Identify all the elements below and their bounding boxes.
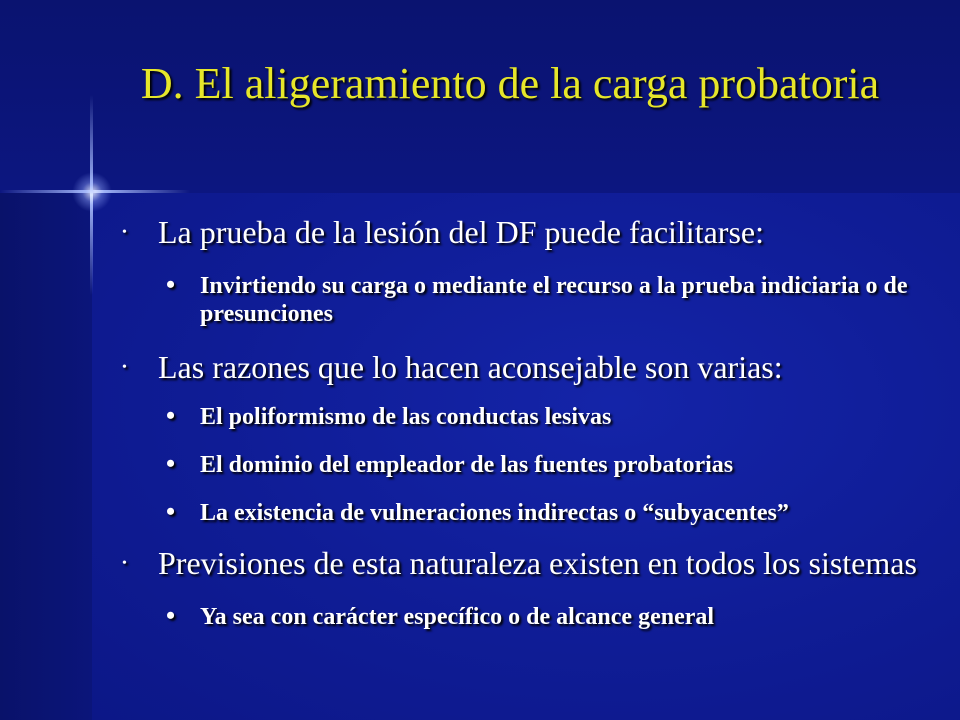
bullet-text: Las razones que lo hacen aconsejable son varias:	[158, 349, 783, 385]
bullet-dot-icon: •	[122, 360, 127, 375]
slide-title: D. El aligeramiento de la carga probatoria	[140, 59, 880, 108]
bullet-list	[122, 214, 922, 631]
sub-bullet-item	[166, 451, 922, 479]
bullet-text: Previsiones de esta naturaleza existen en todos los sistemas	[158, 545, 917, 581]
bullet-item	[122, 349, 922, 385]
bullet-dot-icon: •	[166, 601, 176, 630]
sub-bullet-item	[166, 499, 922, 527]
sub-bullet-text: El dominio del empleador de las fuentes probatorias	[200, 452, 734, 478]
bullet-item	[122, 545, 922, 581]
sub-bullet-text: La existencia de vulneraciones indirectas o “subyacentes”	[200, 500, 789, 526]
bullet-dot-icon: •	[122, 556, 127, 571]
sub-bullet-item	[166, 272, 922, 328]
sub-bullet-item	[166, 403, 922, 431]
bullet-dot-icon: •	[166, 449, 176, 478]
bullet-item	[122, 214, 922, 250]
bullet-dot-icon: •	[166, 270, 176, 299]
sparkle-vertical-ray	[90, 95, 93, 295]
bullet-text: La prueba de la lesión del DF puede facilitarse:	[158, 214, 764, 250]
sub-bullet-text: Invirtiendo su carga o mediante el recurso a la prueba indiciaria o de presunciones	[200, 273, 908, 327]
bullet-dot-icon: •	[166, 401, 176, 430]
background-left-band	[0, 193, 92, 720]
sparkle-horizontal-ray	[0, 190, 190, 193]
sub-bullet-text: Ya sea con carácter específico o de alcance general	[200, 604, 715, 630]
sub-bullet-item	[166, 603, 922, 631]
bullet-dot-icon: •	[122, 225, 127, 240]
bullet-dot-icon: •	[166, 497, 176, 526]
sub-bullet-text: El poliformismo de las conductas lesivas	[200, 404, 612, 430]
